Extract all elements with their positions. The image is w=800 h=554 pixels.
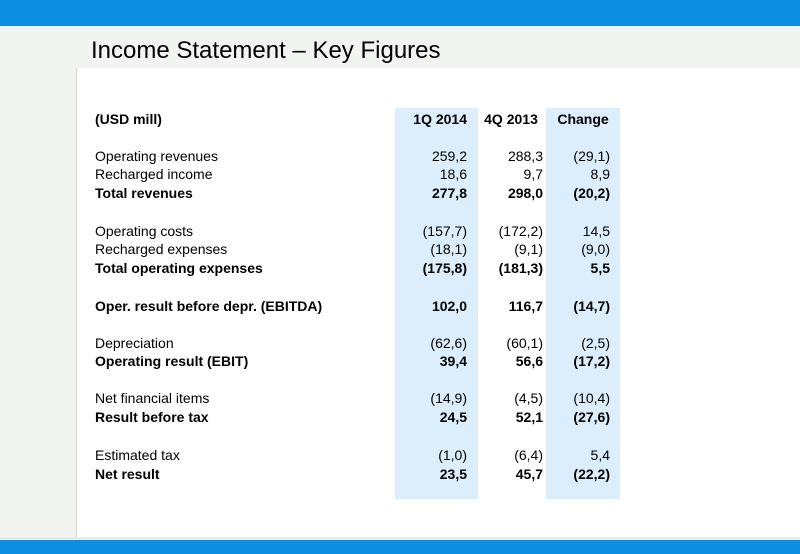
table-row	[0, 446, 800, 465]
table-header-row	[0, 110, 800, 129]
table-row	[0, 352, 800, 371]
cell-4q-2013: 9,7	[523, 166, 543, 182]
cell-1q-2014: 277,8	[431, 185, 467, 201]
table-row	[0, 259, 800, 278]
table-row	[0, 165, 800, 184]
table-row	[0, 408, 800, 427]
cell-1q-2014: 24,5	[439, 409, 467, 425]
cell-change: 14,5	[582, 223, 610, 239]
unit-label: (USD mill)	[95, 111, 162, 127]
cell-4q-2013: (60,1)	[506, 335, 543, 351]
cell-1q-2014: 39,4	[439, 353, 467, 369]
cell-change: (9,0)	[581, 241, 610, 257]
page-title: Income Statement – Key Figures	[91, 37, 441, 64]
row-label: Net financial items	[95, 390, 210, 406]
column-header-1q-2014: 1Q 2014	[413, 111, 467, 127]
cell-1q-2014: (18,1)	[430, 241, 467, 257]
row-label: Operating result (EBIT)	[95, 353, 249, 369]
cell-change: (27,6)	[573, 409, 610, 425]
cell-1q-2014: (14,9)	[430, 390, 467, 406]
cell-change: (14,7)	[573, 298, 610, 314]
table-row	[0, 240, 800, 259]
table-row	[0, 297, 800, 316]
row-label: Operating costs	[95, 223, 194, 239]
row-label: Estimated tax	[95, 447, 180, 463]
cell-1q-2014: (157,7)	[422, 223, 467, 239]
cell-1q-2014: (175,8)	[422, 260, 467, 276]
column-header-change: Change	[557, 111, 609, 127]
cell-4q-2013: (172,2)	[498, 223, 543, 239]
top-accent-bar	[0, 0, 800, 26]
cell-change: 5,5	[590, 260, 610, 276]
cell-1q-2014: (1,0)	[438, 447, 467, 463]
bottom-accent-bar	[0, 540, 800, 554]
row-label: Operating revenues	[95, 148, 218, 164]
row-label: Recharged income	[95, 166, 213, 182]
table-row	[0, 222, 800, 241]
cell-4q-2013: (4,5)	[514, 390, 543, 406]
cell-4q-2013: 298,0	[507, 185, 543, 201]
row-label: Result before tax	[95, 409, 209, 425]
row-label: Depreciation	[95, 335, 174, 351]
column-header-4q-2013: 4Q 2013	[484, 111, 538, 127]
cell-4q-2013: (9,1)	[514, 241, 543, 257]
row-label: Oper. result before depr. (EBITDA)	[95, 298, 323, 314]
cell-1q-2014: 18,6	[439, 166, 467, 182]
cell-1q-2014: (62,6)	[430, 335, 467, 351]
cell-4q-2013: (6,4)	[514, 447, 543, 463]
table-row	[0, 389, 800, 408]
cell-4q-2013: (181,3)	[498, 260, 543, 276]
row-label: Total revenues	[95, 185, 193, 201]
cell-change: (10,4)	[573, 390, 610, 406]
cell-4q-2013: 288,3	[507, 148, 543, 164]
cell-change: 8,9	[590, 166, 610, 182]
row-label: Net result	[95, 466, 160, 482]
cell-change: (22,2)	[573, 466, 610, 482]
cell-1q-2014: 102,0	[431, 298, 467, 314]
cell-4q-2013: 56,6	[515, 353, 543, 369]
table-row	[0, 147, 800, 166]
cell-1q-2014: 259,2	[431, 148, 467, 164]
cell-change: (17,2)	[573, 353, 610, 369]
row-label: Recharged expenses	[95, 241, 228, 257]
table-row	[0, 184, 800, 203]
cell-change: (29,1)	[573, 148, 610, 164]
cell-4q-2013: 45,7	[515, 466, 543, 482]
row-label: Total operating expenses	[95, 260, 263, 276]
table-row	[0, 465, 800, 484]
cell-4q-2013: 52,1	[515, 409, 543, 425]
cell-change: (20,2)	[573, 185, 610, 201]
table-row	[0, 334, 800, 353]
cell-change: (2,5)	[581, 335, 610, 351]
cell-4q-2013: 116,7	[508, 298, 543, 314]
cell-change: 5,4	[590, 447, 610, 463]
cell-1q-2014: 23,5	[439, 466, 467, 482]
